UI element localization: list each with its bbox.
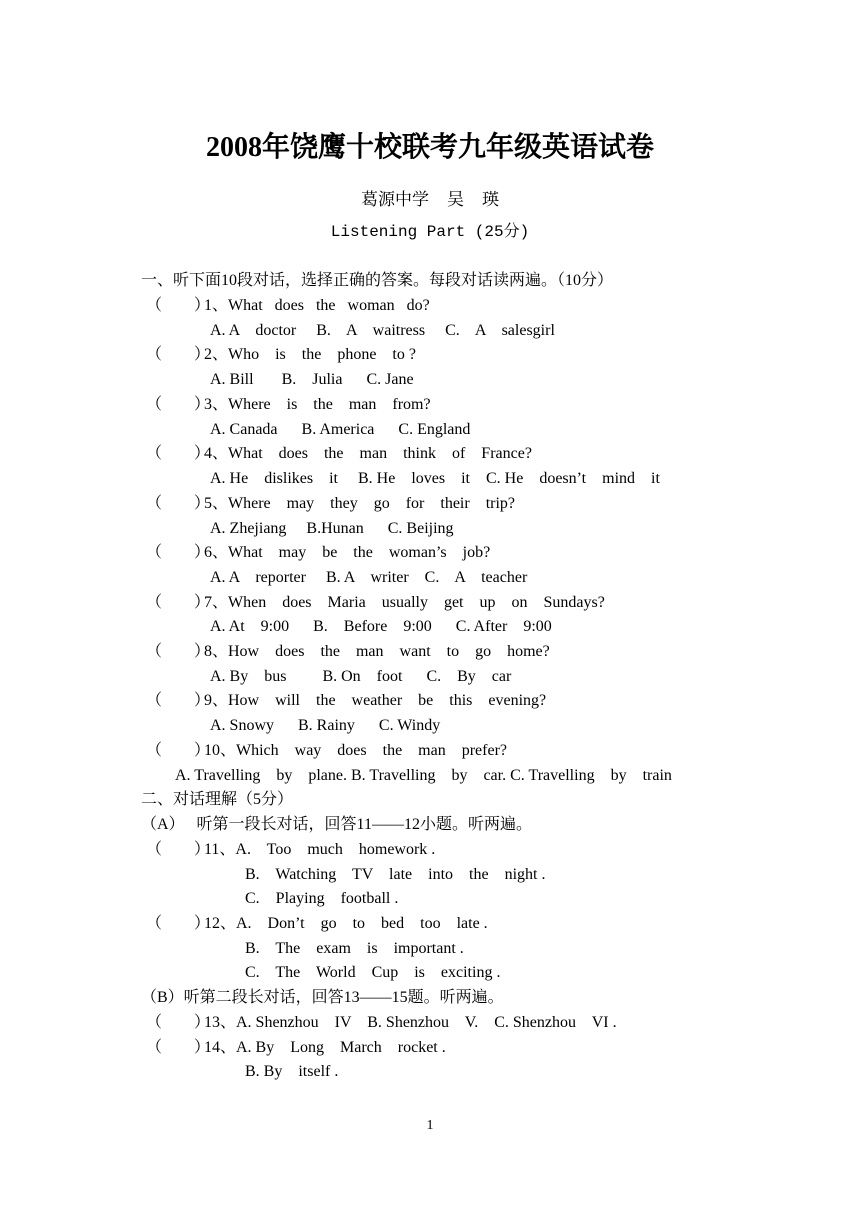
answer-blank: （ ）: [146, 396, 211, 413]
author-name-1: 吴: [447, 190, 464, 209]
page-title: 2008年饶鹰十校联考九年级英语试卷: [205, 132, 654, 163]
question-14-option-b: B. By itself .: [245, 1063, 339, 1080]
question-8-options: A. By bus B. On foot C. By car: [210, 668, 512, 685]
answer-blank: （ ）: [146, 346, 211, 363]
question-14: [146, 1037, 446, 1059]
question-text: 2、Who is the phone to ?: [204, 346, 416, 363]
question-5: [146, 493, 515, 515]
author-name-2: 瑛: [482, 190, 499, 209]
question-12: [146, 913, 488, 935]
question-6: [146, 542, 490, 564]
question-4: [146, 443, 532, 465]
question-text: 9、How will the weather be this evening?: [204, 692, 547, 709]
page-number: 1: [426, 1118, 434, 1133]
question-4-options: A. He dislikes it B. He loves it C. He doesn’t mind it: [210, 470, 660, 487]
answer-blank: （ ）: [146, 1014, 211, 1031]
question-text: 10、Which way does the man prefer?: [204, 742, 508, 759]
author-school: 葛源中学: [361, 190, 429, 209]
question-text: 7、When does Maria usually get up on Sundays?: [204, 594, 605, 611]
question-3: [146, 394, 431, 416]
author-line: [0, 188, 860, 212]
question-13: [146, 1012, 617, 1034]
section-1-heading: 一、听下面10段对话，选择正确的答案。每段对话读两遍。（10分）: [141, 272, 614, 289]
question-11: [146, 839, 435, 861]
question-7: [146, 592, 605, 614]
question-5-options: A. Zhejiang B.Hunan C. Beijing: [210, 520, 454, 537]
answer-blank: （ ）: [146, 594, 211, 611]
question-1-options: A. A doctor B. A waitress C. A salesgirl: [210, 322, 555, 339]
question-7-options: A. At 9:00 B. Before 9:00 C. After 9:00: [210, 618, 552, 635]
answer-blank: （ ）: [146, 445, 211, 462]
question-option-a: 13、A. Shenzhou IV B. Shenzhou V. C. Shenzhou VI .: [204, 1014, 617, 1031]
part-title: Listening Part (25分): [330, 223, 530, 241]
question-option-a: 12、A. Don’t go to bed too late .: [204, 915, 488, 932]
answer-blank: （ ）: [146, 692, 211, 709]
question-8: [146, 641, 550, 663]
question-1: [146, 295, 430, 317]
answer-blank: （ ）: [146, 915, 211, 932]
question-12-option-c: C. The World Cup is exciting .: [245, 964, 501, 981]
question-10-options: A. Travelling by plane. B. Travelling by car. C. Travelling by train: [175, 767, 672, 784]
question-9: [146, 690, 546, 712]
answer-blank: （ ）: [146, 544, 211, 561]
question-text: 4、What does the man think of France?: [204, 445, 532, 462]
question-11-option-c: C. Playing football .: [245, 890, 399, 907]
question-6-options: A. A reporter B. A writer C. A teacher: [210, 569, 528, 586]
part-b-heading: （B）听第二段长对话，回答13——15题。听两遍。: [141, 989, 504, 1006]
question-text: 6、What may be the woman’s job?: [204, 544, 491, 561]
answer-blank: （ ）: [146, 841, 211, 858]
question-option-a: 14、A. By Long March rocket .: [204, 1039, 446, 1056]
question-text: 8、How does the man want to go home?: [204, 643, 550, 660]
question-10: [146, 740, 507, 762]
question-text: 5、Where may they go for their trip?: [204, 495, 516, 512]
answer-blank: （ ）: [146, 643, 211, 660]
question-2: [146, 344, 416, 366]
question-text: 1、What does the woman do?: [204, 297, 430, 314]
question-12-option-b: B. The exam is important .: [245, 940, 464, 957]
answer-blank: （ ）: [146, 495, 211, 512]
part-a-heading: （A） 听第一段长对话，回答11——12小题。听两遍。: [141, 816, 532, 833]
question-3-options: A. Canada B. America C. England: [210, 421, 471, 438]
section-2-heading: 二、对话理解（5分）: [141, 791, 294, 808]
answer-blank: （ ）: [146, 742, 211, 759]
question-2-options: A. Bill B. Julia C. Jane: [210, 371, 414, 388]
question-11-option-b: B. Watching TV late into the night .: [245, 866, 546, 883]
answer-blank: （ ）: [146, 1039, 211, 1056]
question-text: 3、Where is the man from?: [204, 396, 431, 413]
question-9-options: A. Snowy B. Rainy C. Windy: [210, 717, 441, 734]
question-option-a: 11、A. Too much homework .: [204, 841, 436, 858]
answer-blank: （ ）: [146, 297, 211, 314]
